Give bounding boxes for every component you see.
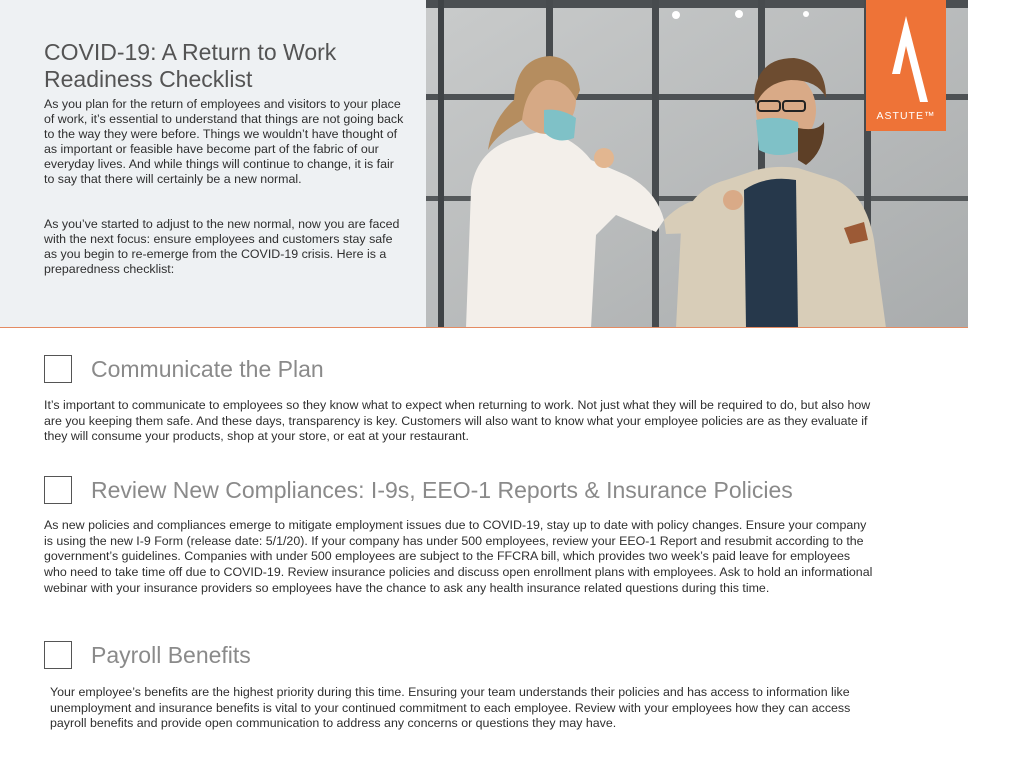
- hero-divider: [0, 327, 968, 328]
- checklist-checkbox-communicate[interactable]: [44, 355, 72, 383]
- intro-paragraph-2: As you’ve started to adjust to the new normal, now you are faced with the next focus: ensure employees and customers stay safe as you begin to re-emerge from the COVID-19 crisis. Here is a preparedness checklist:: [44, 217, 400, 276]
- section-heading-compliances: Review New Compliances: I-9s, EEO-1 Reports & Insurance Policies: [91, 477, 793, 503]
- section-heading-communicate: Communicate the Plan: [91, 356, 324, 382]
- logo-wordmark: ASTUTE™: [876, 110, 936, 122]
- section-heading-payroll: Payroll Benefits: [91, 642, 251, 668]
- astute-a-mark-icon: [866, 0, 946, 110]
- checklist-checkbox-compliances[interactable]: [44, 476, 72, 504]
- section-body-communicate: It’s important to communicate to employees so they know what to expect when returning to work. Not just what they will be required to do, but also how are you keeping them safe. And these days, transparency is key. Customers will also want to know what your employee policies are as they evaluate if they will consume your products, shop at your store, or eat at your restaurant.: [44, 398, 871, 444]
- section-body-payroll: Your employee’s benefits are the highest priority during this time. Ensuring your team understands their policies and has access to information like unemployment and insurance benefits is vital to your continued commitment to each employee. Review with your employees how they can access payroll benefits and provide open communication to address any concerns or questions they may have.: [50, 685, 851, 731]
- checklist-checkbox-payroll[interactable]: [44, 641, 72, 669]
- astute-logo: [866, 0, 946, 131]
- intro-paragraph-1: As you plan for the return of employees and visitors to your place of work, it’s essential to understand that things are not going back to the way they were before. Things we wouldn’t have thought of as important or feasible have become part of the fabric of our everyday lives. And while things will continue to change, it is fair to say that there will certainly be a new normal.: [44, 97, 404, 186]
- section-body-compliances: As new policies and compliances emerge to mitigate employment issues due to COVID-19, stay up to date with policy changes. Ensure your company is using the new I-9 Form (release date: 5/1/20). If your company has under 500 employees, review your EEO-1 Report and resubmit according to the government’s guidelines. Companies with under 500 employees are subject to the FFCRA bill, which provides two week’s paid leave for employees who need to take time off due to COVID-19. Review insurance policies and discuss open enrollment plans with employees. Ask to hold an informational webinar with your insurance providers so employees have the chance to ask any health insurance related questions during this time.: [44, 518, 873, 595]
- page-title: COVID-19: A Return to Work Readiness Checklist: [44, 39, 337, 92]
